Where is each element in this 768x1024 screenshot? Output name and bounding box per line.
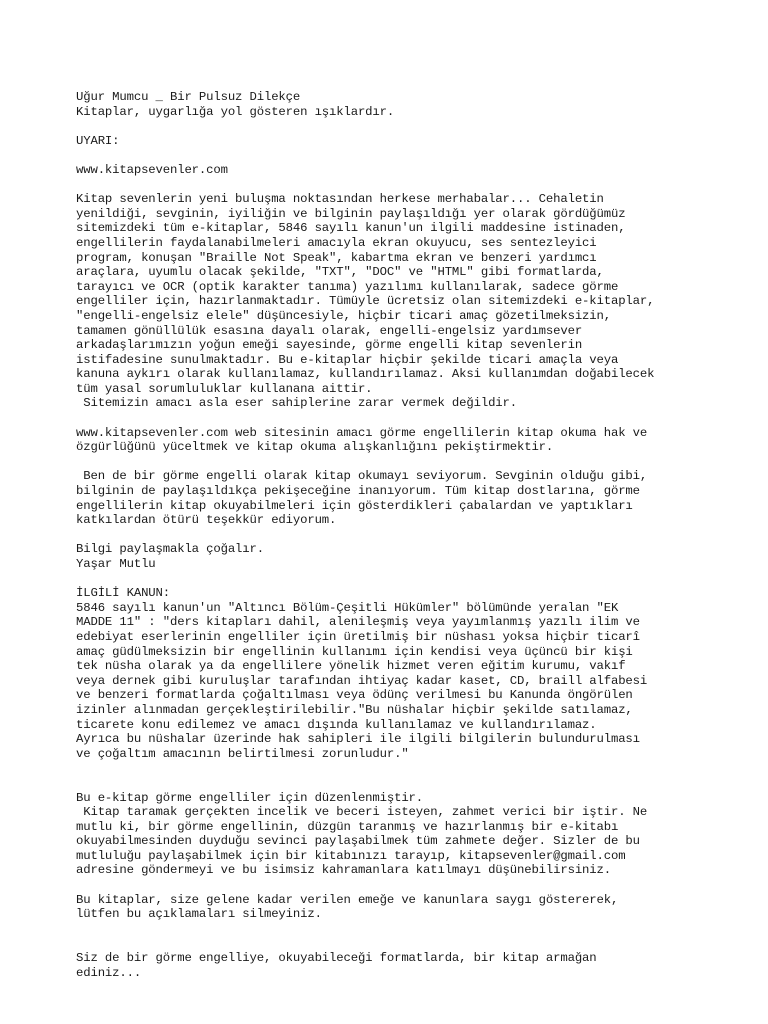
respect-paragraph: Bu kitaplar, size gelene kadar verilen emeğe ve kanunlara saygı göstererek, lütfen bu açıklamaları silmeyiniz. bbox=[76, 892, 619, 922]
spacer bbox=[76, 455, 716, 470]
law-heading: İLGİLİ KANUN: bbox=[76, 586, 170, 601]
spacer bbox=[76, 411, 716, 426]
document-subtitle: Kitaplar, uygarlığa yol gösteren ışıklardır. bbox=[76, 104, 395, 119]
site-url: www.kitapsevenler.com bbox=[76, 162, 228, 177]
spacer bbox=[76, 119, 716, 134]
spacer bbox=[76, 528, 716, 543]
personal-paragraph: Ben de bir görme engelli olarak kitap okumayı seviyorum. Sevginin olduğu gibi, bilginin de paylaşıldıkça pekişeceğine inanıyorum. Tüm kitap dostlarına, görme engellilerin kitap okuyabilmeleri için gösterdikleri çabalardan ve yaptıkları katkılardan ötürü teşekkür ediyorum. bbox=[76, 469, 648, 528]
closing-paragraph: Siz de bir görme engelliye, okuyabileceği formatlarda, bir kitap armağan ediniz... bbox=[76, 951, 597, 980]
quote-line: Bilgi paylaşmakla çoğalır. bbox=[76, 542, 264, 557]
spacer bbox=[76, 572, 716, 587]
spacer bbox=[76, 148, 716, 163]
document-title: Uğur Mumcu _ Bir Pulsuz Dilekçe bbox=[76, 90, 301, 104]
law-paragraph: 5846 sayılı kanun'un "Altıncı Bölüm-Çeşitli Hükümler" bölümünde yeralan "EK MADDE 11" : "ders kitapları dahil, alenileşmiş veya yayımlanmış yazılı ilim ve edebiyat eserlerinin engelliler için üretilmiş bir nüshası yoksa hiçbir ticarî amaç güdülmeksizin bir engellinin kullanımı için kendisi veya üçüncü bir kişi tek nüsha olarak ya da engellilere yönelik hizmet veren eğitim kurumu, vakıf veya dernek gibi kuruluşlar tarafından ihtiyaç kadar kaset, CD, braill alfabesi ve benzeri formatlarda çoğaltılması veya ödünç verilmesi bu Kanunda öngörülen izinler alınmadan gerçekleştirilebilir."Bu nüshalar hiçbir şekilde satılamaz, ticarete konu edilemez ve amacı dışında kullanılamaz ve kullandırılamaz. Ayrıca bu nüshalar üzerinde hak sahipleri ile ilgili bilgilerin bulundurulması ve çoğaltım amacının belirtilmesi zorunludur." bbox=[76, 600, 648, 761]
ebook-paragraph: Bu e-kitap görme engelliler için düzenlenmiştir. Kitap taramak gerçekten incelik ve beceri isteyen, zahmet verici bir iştir. Ne mutlu ki, bir görme engellinin, düzgün taranmış ve hazırlanmış bir e-kitabı okuyabilmesinden duyduğu sevinci paylaşabilmek tüm zahmete değer. Sizler de bu mutluluğu paylaşabilmek için bir kitabınızı tarayıp, kitapsevenler@gmail.com adresine göndermeyi ve bu isimsiz kahramanlara katılmayı düşünebilirsiniz. bbox=[76, 790, 648, 878]
document-body bbox=[76, 90, 716, 980]
spacer bbox=[76, 178, 716, 193]
site-purpose-paragraph: www.kitapsevenler.com web sitesinin amacı görme engellilerin kitap okuma hak ve özgürlüğünü yüceltmek ve kitap okuma alışkanlığını pekiştirmektir. bbox=[76, 425, 648, 455]
warning-heading: UYARI: bbox=[76, 133, 120, 148]
spacer bbox=[76, 761, 716, 790]
intro-paragraph: Kitap sevenlerin yeni buluşma noktasından herkese merhabalar... Cehaletin yenildiği, sevginin, iyiliğin ve bilginin paylaşıldığı yer olarak gördüğümüz sitemizdeki tüm e-kitaplar, 5846 sayılı kanun'un ilgili maddesine istinaden, engellilerin faydalanabilmeleri amacıyla ekran okuyucu, ses sentezleyici program, konuşan "Braille Not Speak", kabartma ekran ve benzeri yardımcı araçlara, uyumlu olacak şekilde, "TXT", "DOC" ve "HTML" gibi formatlarda, tarayıcı ve OCR (optik karakter tanıma) yazılımı kullanılarak, sadece görme engelliler için, hazırlanmaktadır. Tümüyle ücretsiz olan sitemizdeki e-kitaplar, "engelli-engelsiz elele" düşüncesiyle, hiçbir ticari amaç gözetilmeksizin, tamamen gönüllülük esasına dayalı olarak, engelli-engelsiz yardımsever arkadaşlarımızın yoğun emeği sayesinde, görme engelli kitap sevenlerin istifadesine sunulmaktadır. Bu e-kitaplar hiçbir şekilde ticari amaçla veya kanuna aykırı olarak kullanılamaz, kullandırılamaz. Aksi kullanımdan doğabilecek tüm yasal sorumluluklar kullanana aittir. Sitemizin amacı asla eser sahiplerine zarar vermek değildir. bbox=[76, 192, 655, 411]
spacer bbox=[76, 922, 716, 951]
quote-author: Yaşar Mutlu bbox=[76, 557, 156, 571]
spacer bbox=[76, 878, 716, 893]
